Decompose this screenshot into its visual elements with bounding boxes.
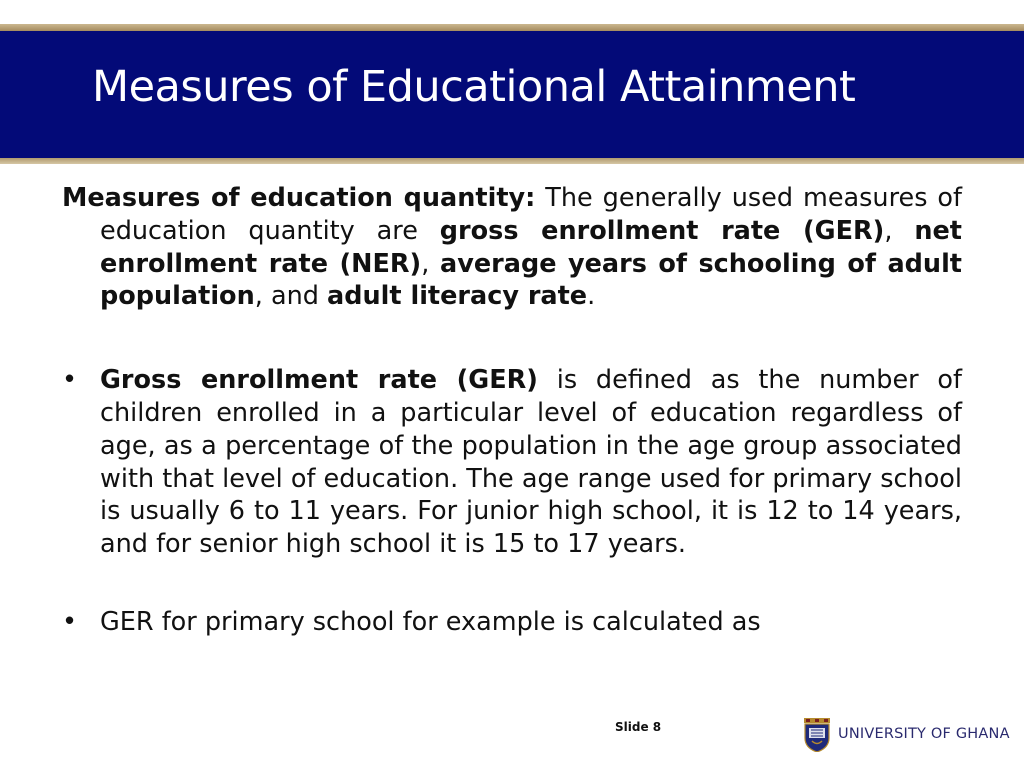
top-gold-rule: [0, 24, 1024, 31]
term-ger: gross enrollment rate (GER): [439, 215, 885, 246]
intro-text: The generally used measures of education quantity are: [100, 183, 962, 246]
sep-period: .: [587, 281, 596, 312]
term-ner: net enrollment rate (NER): [100, 215, 962, 279]
university-crest-icon: [803, 718, 831, 752]
slide-number: Slide 8: [615, 720, 662, 734]
slide-title: Measures of Educational Attainment: [92, 62, 856, 112]
intro-paragraph: [62, 182, 962, 313]
bullet-1-lead: Gross enrollment rate (GER): [100, 365, 538, 396]
sep-and: , and: [254, 281, 328, 312]
university-name: UNIVERSITY OF GHANA: [838, 726, 1010, 742]
term-literacy-rate: adult literacy rate: [327, 281, 588, 312]
bullet-2-text: GER for primary school for example is calculated as: [100, 606, 761, 637]
sep-1: ,: [884, 215, 915, 246]
bullet-ger-definition: [62, 364, 962, 561]
bullet-1-text: is defined as the number of children enrolled in a particular level of education regardless of age, as a percentage of the population in the age group associated with that level of education. The age range used for primary school is usually 6 to 11 years. For junior high school, it is 12 to 14 years, and for senior high school it is 15 to 17 years.: [100, 365, 963, 560]
sep-2: ,: [421, 248, 441, 279]
intro-lead: Measures of education quantity:: [62, 183, 536, 213]
bullet-ger-calculation: [62, 606, 962, 639]
term-average-years: average years of schooling of adult population: [100, 248, 962, 312]
slide-body: [62, 182, 962, 639]
bottom-gold-rule: [0, 158, 1024, 164]
